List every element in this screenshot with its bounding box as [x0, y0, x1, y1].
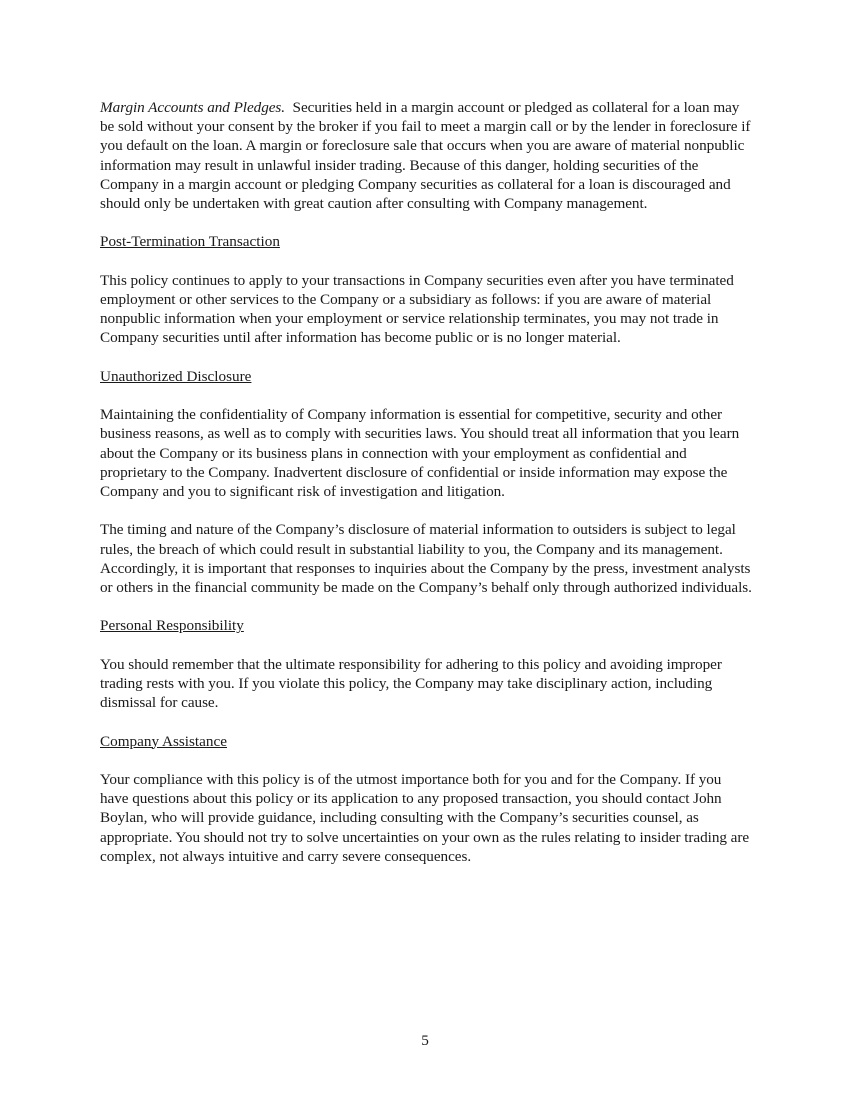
- margin-accounts-text: Securities held in a margin account or pledged as collateral for a loan may be sold without your consent by the broker if you fail to meet a margin call or by the lender in foreclosure if you default on the loan. A margin or foreclosure sale that occurs when you are aware of material nonpublic information may result in unlawful insider trading. Because of this danger, holding securities of the Company in a margin account or pledging Company securities as collateral for a loan is discouraged and should only be undertaken with great caution after consulting with Company management.: [100, 99, 751, 213]
- unauthorized-disclosure-heading: Unauthorized Disclosure: [100, 367, 252, 385]
- unauthorized-disclosure-paragraph-1: Maintaining the confidentiality of Company information is essential for competitive, security and other business reasons, as well as to comply with securities laws. You should treat all information that you learn about the Company or its business plans in connection with your employment as confidential and proprietary to the Company. Inadvertent disclosure of confidential or inside information may expose the Company and you to significant risk of investigation and litigation.: [100, 406, 740, 500]
- company-assistance-heading: Company Assistance: [100, 732, 227, 750]
- margin-accounts-title: Margin Accounts and Pledges.: [100, 99, 286, 116]
- post-termination-paragraph: This policy continues to apply to your transactions in Company securities even after you have terminated employment or other services to the Company or a subsidiary as follows: if you are aware of material nonpublic information when your employment or service relationship terminates, you may not trade in Company securities until after information has become public or is no longer material.: [100, 271, 734, 347]
- post-termination-heading: Post-Termination Transaction: [100, 233, 280, 251]
- personal-responsibility-heading: Personal Responsibility: [100, 617, 244, 635]
- company-assistance-paragraph: Your compliance with this policy is of the utmost importance both for you and for the Company. If you have questions about this policy or its application to any proposed transaction, you should contact John Boylan, who will provide guidance, including consulting with the Company’s securities counsel, as appropriate. You should not try to solve uncertainties on your own as the rules relating to insider trading are complex, not always intuitive and carry severe consequences.: [100, 770, 750, 865]
- document-body: [100, 98, 752, 885]
- personal-responsibility-paragraph: You should remember that the ultimate responsibility for adhering to this policy and avoiding improper trading rests with you. If you violate this policy, the Company may take disciplinary action, including dismissal for cause.: [100, 655, 722, 712]
- margin-accounts-paragraph: [100, 98, 752, 213]
- page-number: 5: [421, 1032, 429, 1049]
- unauthorized-disclosure-paragraph-2: The timing and nature of the Company’s disclosure of material information to outsiders is subject to legal rules, the breach of which could result in substantial liability to you, the Company and its management. Accordingly, it is important that responses to inquiries about the Company by the press, investment analysts or others in the financial community be made on the Company’s behalf only through authorized individuals.: [100, 521, 752, 596]
